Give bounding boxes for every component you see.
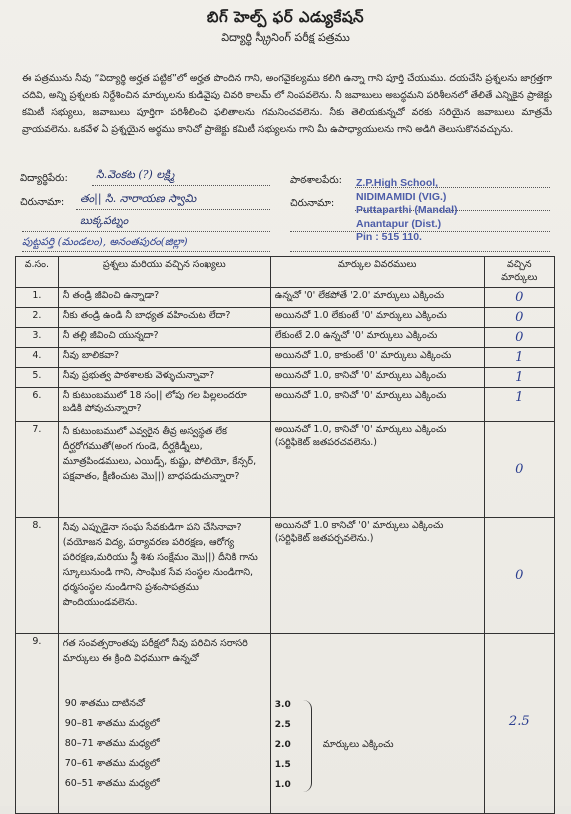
school-name-label: పాఠశాలపేరు: — [290, 175, 343, 186]
row-marks-rule: అయినచో 1.0 కానిచో '0' మార్కులు ఎక్కించు (సర్టిఫికెట్ జతపర్చవలెను.) — [270, 518, 484, 634]
student-name-value: సి.వెంకట (?) లక్ష్మి — [96, 168, 175, 181]
table-row — [16, 388, 555, 422]
grade-marks-note: మార్కులు ఎక్కించు — [322, 739, 394, 750]
row-marks-rule: అయినచో 1.0, కానిచో '0' మార్కులు ఎక్కించు — [270, 368, 484, 388]
row-score: 0 — [484, 328, 554, 348]
col-header-question: ప్రశ్నలు మరియు వచ్చిన సంఖ్యలు — [58, 257, 270, 288]
stamp-line: Puttaparthi (Mandal) — [356, 204, 458, 216]
row-question: నీ తండ్రి జీవించి ఉన్నాడా? — [58, 288, 270, 308]
school-address-label: చిరునామా: — [290, 198, 335, 209]
grade-brace — [303, 700, 312, 792]
grade-label: 90–81 శాతము మధ్యలో — [64, 718, 160, 729]
stamp-line: Z.P.High School, — [356, 177, 439, 189]
table-row — [16, 328, 555, 348]
row-marks-rule: అయినచో 1.0, కానిచో '0' మార్కులు ఎక్కించు — [270, 388, 484, 422]
address-label: చిరునామా: — [20, 197, 65, 208]
grade-label: 80–71 శాతము మధ్యలో — [64, 738, 160, 749]
school-address-line-3 — [290, 251, 550, 252]
grade-value: 3.0 — [274, 700, 291, 710]
row-marks-grades — [270, 634, 484, 814]
row-score: 2.5 — [484, 634, 554, 814]
stamp-line: NIDIMAMIDI (VIG.) — [356, 190, 447, 203]
screening-table — [15, 256, 555, 814]
school-stamp — [356, 177, 506, 245]
row-score: 1 — [484, 388, 554, 422]
row-question: నీవు ప్రభుత్వ పాఠశాలకు వెళ్ళుచున్నావా? — [58, 368, 270, 388]
table-row — [16, 288, 555, 308]
table-row — [16, 348, 555, 368]
grade-block — [62, 634, 266, 789]
table-row — [16, 308, 555, 328]
form-title: బిగ్ హెల్ప్ ఫర్ ఎడ్యుకేషన్ — [206, 8, 365, 26]
row-number: 3. — [16, 328, 59, 348]
student-name-label: విద్యార్థిపేరు: — [20, 173, 68, 184]
stamp-line: Pin : 515 110. — [356, 231, 422, 243]
row-question-grades — [58, 634, 270, 814]
grade-label: 70–61 శాతము మధ్యలో — [64, 758, 160, 769]
row-question: నీ తల్లి జీవించి యున్నదా? — [58, 328, 270, 348]
row-score: 0 — [484, 422, 554, 518]
address-line2: బుక్కపట్నం — [80, 214, 129, 227]
table-row — [16, 422, 555, 518]
student-name-line — [92, 185, 270, 186]
grade-value: 1.0 — [274, 780, 291, 790]
table-row — [16, 634, 555, 814]
row-number: 8. — [16, 518, 59, 634]
grade-label: 90 శాతము దాటినచో — [64, 698, 146, 709]
row-question: నీ కుటుంబములో ఎవ్వరైన తీవ్ర అస్వస్థత లేక దీర్ఘరోగముతో(అంగ గుండె, దీర్ఘకిడ్నీలు, మూత్రపిండములు, ఎయిడ్స్, కుష్టు, పోలియో, కేన్సర్, పక్షవాతం, క్షీణించుట మొ||) బాధపడుచున్నారా? — [58, 422, 270, 518]
row-number: 9. — [16, 634, 59, 814]
table-row — [16, 368, 555, 388]
table-row — [16, 518, 555, 634]
address-line-2 — [22, 231, 270, 232]
instructions-paragraph: ఈ పత్రమును నీవు “విద్యార్థి అర్హత పట్టిక”లో అర్హత పొందిన గాని, అంగవైకల్యము కలిగి ఉన్నా గాని పూర్తి చేయుము. దయచేసి ప్రశ్నలను జాగ్రత్తగా చదివి, అన్ని ప్రశ్నలకు నిర్దేశించిన మార్కులను కుడివైపు చివరి కాలమ్ లో నింపవలెను. నీ జవాబులు అబద్ధమని పరిశీలనలో తేలితే ఎన్నికైన ప్రాజెక్టు కమిటీ సభ్యులు, జవాబులు పూర్తిగా పరిశీలించి ఫలితాలను గమనించవలెను. నీకు తెలియకున్నచో వరకు సరియైన జవాబులు మాత్రమే వ్రాయవలెను. ఒకవేళ ఏ ప్రశ్నయైన అర్థము కానిచో ప్రాజెక్టు కమిటీ సభ్యులను గాని మీ ఉపాధ్యాయులను గాని అడిగి తెలుసుకొనవచ్చును. — [22, 73, 552, 135]
row-question: నీవు బాలికవా? — [58, 348, 270, 368]
row-number: 5. — [16, 368, 59, 388]
row-score: 0 — [484, 518, 554, 634]
address-line-1 — [76, 209, 270, 210]
grade-value: 2.5 — [274, 720, 291, 730]
row-question: నీకు తండ్రి ఉండి నీ బాధ్యత వహించుట లేదా? — [58, 308, 270, 328]
stamp-line: Anantapur (Dist.) — [356, 217, 442, 230]
row-number: 4. — [16, 348, 59, 368]
row-number: 2. — [16, 308, 59, 328]
row-marks-rule: ఉన్నచో '0' లేకపోతే '2.0' మార్కులు ఎక్కించు — [270, 288, 484, 308]
grade-value: 1.5 — [274, 760, 291, 770]
row-score: 1 — [484, 348, 554, 368]
row-marks-rule: లేకుంటే 2.0 ఉన్నచో '0' మార్కులు ఎక్కించు — [270, 328, 484, 348]
row-question: నీవు ఎప్పుడైనా సంఘ సేవకుడిగా పని చేసినావా? (వయోజన విద్య, పర్యావరణ పరిరక్షణ, ఆరోగ్య పరిరక్షణ,మరియు స్త్రీ శిశు సంక్షేమం మొ||) దీనికి గాను స్కూలునుండి గాని, సాంఘిక సేవ సంస్థల నుండిగాని, ధర్మసంస్థల నుండిగాని ప్రశంసాపత్రము పొందియుండవలెను. — [58, 518, 270, 634]
row-marks-rule: అయినచో 1.0 లేకుంటే '0' మార్కులు ఎక్కించు — [270, 308, 484, 328]
grade-label: 60–51 శాతము మధ్యలో — [64, 778, 160, 789]
row-score: 1 — [484, 368, 554, 388]
row-marks-rule: అయినచో 1.0, కాకుంటే '0' మార్కులు ఎక్కించు — [270, 348, 484, 368]
address-value: తం|| సి. నారాయణ స్వామి — [80, 192, 197, 205]
col-header-serial: వ.సం. — [16, 257, 59, 288]
row-marks-rule: అయినచో 1.0, కానిచో '0' మార్కులు ఎక్కించు (సర్టిఫికెట్ జతపరచవలెను.) — [270, 422, 484, 518]
row-score: 0 — [484, 308, 554, 328]
address-line-3 — [22, 251, 270, 252]
row-question: నీ కుటుంబములో 18 సం|| లోపు గల పిల్లలందరూ బడికి పోవుచున్నారా? — [58, 388, 270, 422]
col-header-marks-obtained: వచ్చిన మార్కులు — [484, 257, 554, 288]
grade-value: 2.0 — [274, 740, 291, 750]
form-subtitle: విద్యార్థి స్క్రీనింగ్ పరీక్ష పత్రము — [221, 31, 350, 44]
row-number: 7. — [16, 422, 59, 518]
col-header-marks-details: మార్కుల వివరములు — [270, 257, 484, 288]
row-score: 0 — [484, 288, 554, 308]
row-question: గత సంవత్సరాంతపు పరీక్షలో నీవు పరిచిన సరాసరి మార్కులు ఈ క్రింది విధముగా ఉన్నచో — [62, 638, 248, 664]
address-line3: పుట్టపర్తి (మండలం), అనంతపురం(జిల్లా) — [22, 236, 188, 248]
row-number: 6. — [16, 388, 59, 422]
row-number: 1. — [16, 288, 59, 308]
table-header-row — [16, 257, 555, 288]
